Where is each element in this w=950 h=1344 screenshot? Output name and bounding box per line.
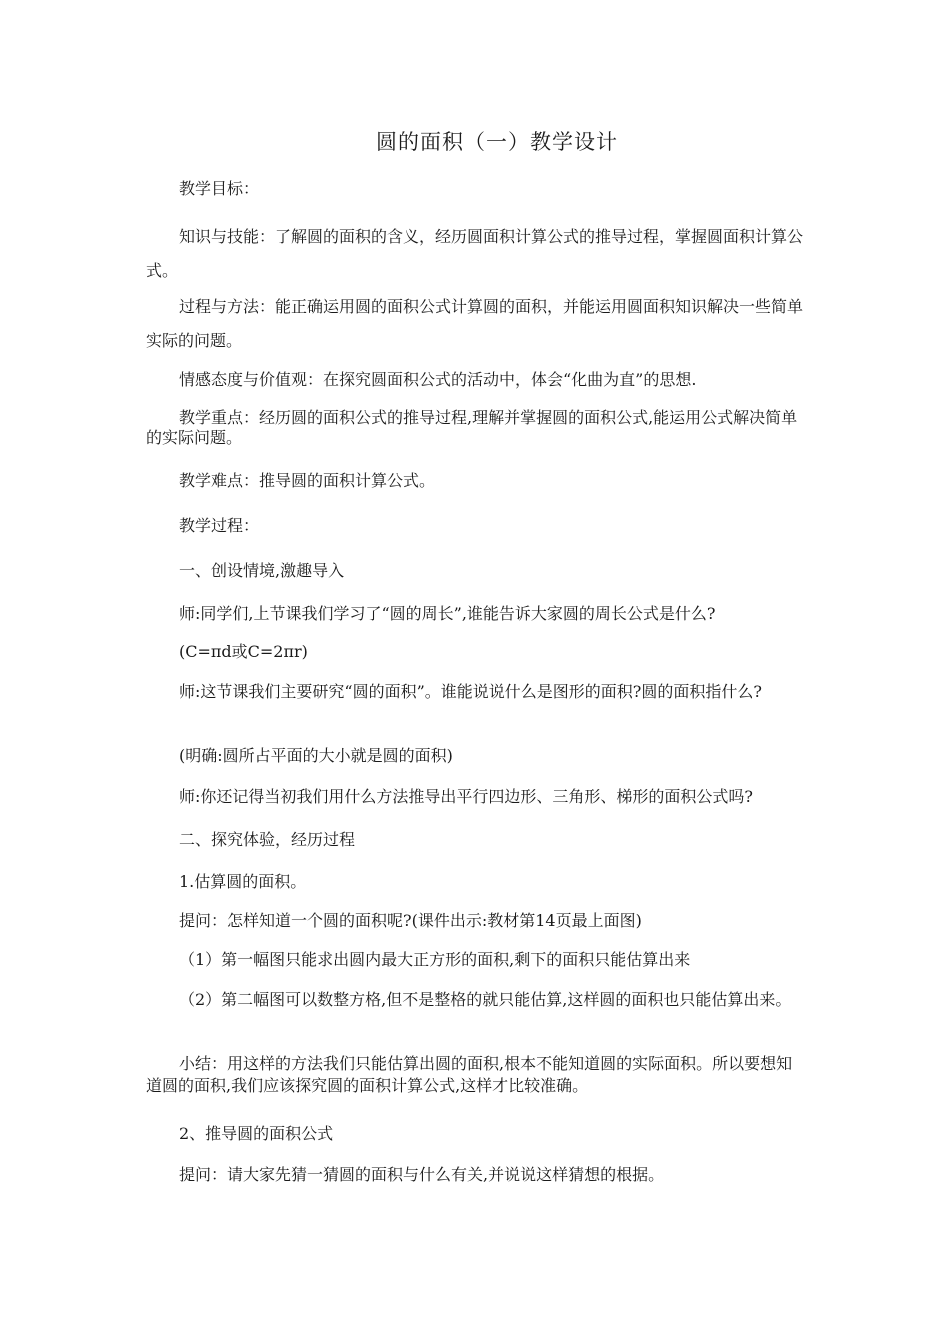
paragraph-knowledge-skills: 知识与技能：了解圆的面积的含义，经历圆面积计算公式的推导过程，掌握圆面积计算公式。 [146, 227, 804, 280]
document-title: 圆的面积（一）教学设计 [376, 130, 618, 154]
paragraph-item-2: （2）第二幅图可以数整方格,但不是整格的就只能估算,这样圆的面积也只能估算出来。 [179, 990, 792, 1009]
paragraph-item-1: （1）第一幅图只能求出圆内最大正方形的面积,剩下的面积只能估算出来 [179, 950, 691, 969]
paragraph-process-method: 过程与方法：能正确运用圆的面积公式计算圆的面积，并能运用圆面积知识解决一些简单实际的问题。 [146, 297, 804, 350]
subsection-heading-1: 1.估算圆的面积。 [179, 872, 307, 891]
paragraph-key-points: 教学重点：经历圆的面积公式的推导过程,理解并掌握圆的面积公式,能运用公式解决简单的实际问题。 [146, 408, 798, 447]
paragraph-question-guess: 提问：请大家先猜一猜圆的面积与什么有关,并说说这样猜想的根据。 [179, 1165, 665, 1184]
paragraph-emotion-values: 情感态度与价值观：在探究圆面积公式的活动中，体会“化曲为直”的思想. [179, 370, 697, 389]
paragraph-teacher-question-2: 师:这节课我们主要研究“圆的面积”。谁能说说什么是图形的面积?圆的面积指什么? [179, 682, 762, 701]
paragraph-clarification: (明确:圆所占平面的大小就是圆的面积) [179, 746, 453, 765]
subsection-heading-2: 2、推导圆的面积公式 [179, 1124, 334, 1143]
paragraph-summary: 小结：用这样的方法我们只能估算出圆的面积,根本不能知道圆的实际面积。所以要想知道圆的面积,我们应该探究圆的面积计算公式,这样才比较准确。 [146, 1054, 793, 1095]
paragraph-question-estimate: 提问：怎样知道一个圆的面积呢?(课件出示:教材第14页最上面图) [179, 911, 642, 930]
paragraph-teacher-question-3: 师:你还记得当初我们用什么方法推导出平行四边形、三角形、梯形的面积公式吗? [179, 787, 753, 806]
paragraph-teacher-question-1: 师:同学们,上节课我们学习了“圆的周长”,谁能告诉大家圆的周长公式是什么? [179, 604, 716, 623]
section-heading-2: 二、探究体验，经历过程 [179, 830, 356, 849]
paragraph-difficulty: 教学难点：推导圆的面积计算公式。 [179, 471, 436, 490]
paragraph-teaching-process: 教学过程： [179, 516, 260, 535]
paragraph-teaching-goals: 教学目标： [179, 179, 260, 198]
section-heading-1: 一、创设情境,激趣导入 [179, 561, 345, 580]
paragraph-formula: (C=πd或C=2πr) [179, 642, 308, 661]
